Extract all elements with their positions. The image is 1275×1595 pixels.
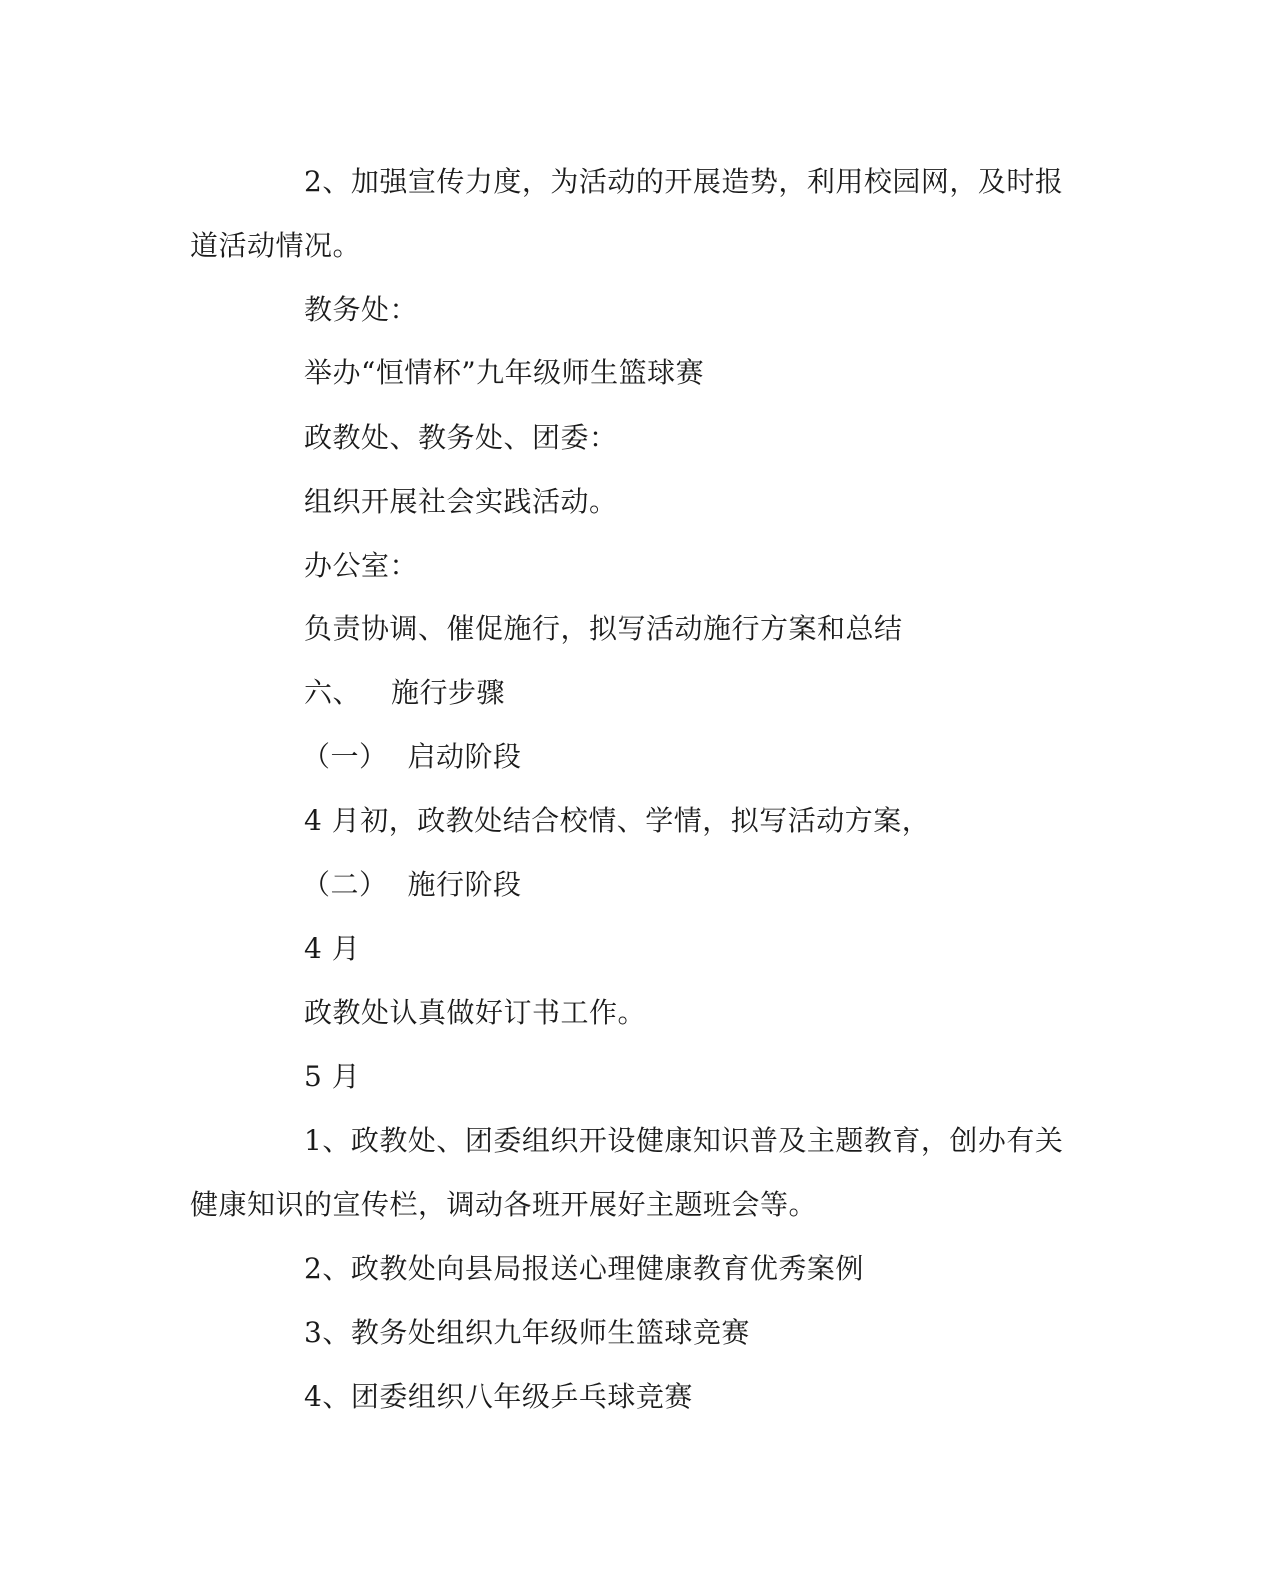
section-number: 六、 [304,676,362,709]
subsection-title: 启动阶段 [407,740,522,773]
heading-academic-office: 教务处： [304,293,419,326]
month-april: 4 月 [304,932,361,965]
paragraph-health-line-1: 1、政教处、团委组织开设健康知识普及主题教育，创办有关 [304,1124,1064,1157]
section-title: 施行步骤 [391,676,506,709]
subsection-number: （一） [302,740,388,773]
subsection-heading-implementation [302,865,522,905]
subsection-title: 施行阶段 [407,868,522,901]
text-coordination: 负责协调、催促施行，拟写活动施行方案和总结 [304,612,903,645]
month-may: 5 月 [304,1060,361,1093]
text-book-ordering: 政教处认真做好订书工作。 [304,996,647,1029]
subsection-number: （二） [302,868,388,901]
subsection-heading-launch [302,737,522,777]
paragraph-publicity-line-1: 2、加强宣传力度，为活动的开展造势，利用校园网，及时报 [304,165,1064,198]
text-early-april: 4 月初，政教处结合校情、学情，拟写活动方案， [304,804,931,837]
text-basketball-match: 举办“恒情杯”九年级师生篮球赛 [304,356,705,389]
heading-general-office: 办公室： [304,549,419,582]
heading-joint-offices: 政教处、教务处、团委： [304,421,618,454]
paragraph-health-line-2: 健康知识的宣传栏，调动各班开展好主题班会等。 [190,1188,818,1221]
paragraph-publicity-line-2: 道活动情况。 [190,229,362,262]
section-heading-steps [304,673,505,713]
text-pingpong-competition: 4、团委组织八年级乒乓球竞赛 [304,1380,693,1413]
text-basketball-competition: 3、教务处组织九年级师生篮球竞赛 [304,1316,750,1349]
text-social-practice: 组织开展社会实践活动。 [304,485,618,518]
text-psych-cases: 2、政教处向县局报送心理健康教育优秀案例 [304,1252,864,1285]
